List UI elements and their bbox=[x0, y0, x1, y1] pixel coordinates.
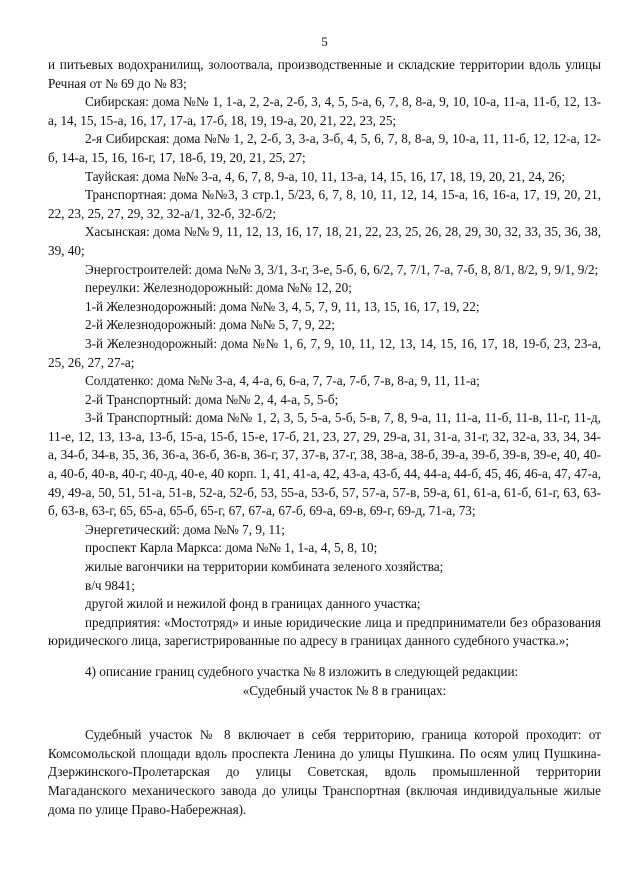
section-heading-line2: «Судебный участок № 8 в границах: bbox=[242, 682, 447, 698]
page-number: 5 bbox=[321, 34, 328, 49]
address-list bbox=[48, 56, 601, 651]
paragraph: Хасынская: дома №№ 9, 11, 12, 13, 16, 17, 18, 21, 22, 23, 25, 26, 28, 29, 30, 32, 33, 35, 36, 38, 39, 40; bbox=[48, 224, 601, 258]
paragraph: и питьевых водохранилищ, золоотвала, производственные и складские территории вдоль улицы Речная от № 69 до № 83; bbox=[48, 57, 601, 91]
paragraph: 1-й Железнодорожный: дома №№ 3, 4, 5, 7, 9, 11, 13, 15, 16, 17, 19, 22; bbox=[85, 298, 480, 314]
spacer bbox=[48, 700, 601, 726]
paragraph: 3-й Транспортный: дома №№ 1, 2, 3, 5, 5-а, 5-б, 5-в, 7, 8, 9-а, 11, 11-а, 11-б, 11-в, 11-г, 11-д, 11-е, 12, 13, 13-а, 13-б, 15-а, 15-б, 15-е, 17-б, 21, 23, 27, 29, 29-а, 31, 31-а, 31-г, 32, 32-а, 33, 34, 34-а, 34-б, 34-в, 35, 36, 36-а, 36-б, 36-в, 36-г, 37, 37-в, 37-г, 38, 38-а, 38-б, 39-а, 39-б, 39-в, 39-е, 40, 40-а, 40-б, 40-в, 40-г, 40-д, 40-е, 40 корп. 1, 41, 41-а, 42, 43-а, 43-б, 44, 44-а, 44-б, 45, 46, 46-а, 47, 47-а, 49, 49-а, 50, 51, 51-а, 51-в, 52-а, 52-б, 53, 55-а, 53-б, 57, 57-а, 57-в, 59-а, 61, 61-а, 61-б, 61-г, 63, 63-б, 63-в, 63-г, 65, 65-а, 65-б, 65-г, 67, 67-а, 67-б, 69-а, 69-в, 69-г, 69-д, 71-а, 73; bbox=[48, 410, 601, 519]
paragraph: другой жилой и нежилой фонд в границах данного участка; bbox=[85, 596, 421, 612]
paragraph: переулки: Железнодорожный: дома №№ 12, 20; bbox=[85, 280, 352, 296]
boundary-description bbox=[48, 726, 601, 819]
paragraph: Солдатенко: дома №№ 3-а, 4, 4-а, 6, 6-а, 7, 7-а, 7-б, 7-в, 8-а, 9, 11, 11-а; bbox=[85, 373, 480, 389]
paragraph: 2-я Сибирская: дома №№ 1, 2, 2-б, 3, 3-а, 3-б, 4, 5, 6, 7, 8, 8-а, 9, 10-а, 11, 11-б, 12, 12-а, 12-б, 14-а, 15, 16, 16-г, 17, 18-б, 19, 20, 21, 25, 27; bbox=[48, 131, 601, 165]
paragraph: Сибирская: дома №№ 1, 1-а, 2, 2-а, 2-б, 3, 4, 5, 5-а, 6, 7, 8, 8-а, 9, 10, 10-а, 11-а, 11-б, 12, 13-а, 14, 15, 15-а, 16, 17, 17-а, 17-б, 18, 19, 19-а, 20, 21, 22, 23, 25; bbox=[48, 94, 601, 128]
paragraph: Судебный участок № 8 включает в себя территорию, граница которой проходит: от Комсомольской площади вдоль проспекта Ленина до улицы Пушкина. По осям улиц Пушкина-Дзержинского-Пролетарская до улицы Советская, вдоль промышленной территории Магаданского механического завода до улицы Транспортная (включая индивидуальные жилые дома по улице Право-Набережная). bbox=[48, 727, 601, 817]
paragraph: Транспортная: дома №№3, 3 стр.1, 5/23, 6, 7, 8, 10, 11, 12, 14, 15-а, 16, 16-а, 17, 19, 20, 21, 22, 23, 25, 27, 29, 32, 32-а/1, 32-б, 32-б/2; bbox=[48, 187, 601, 221]
paragraph: Тауйская: дома №№ 3-а, 4, 6, 7, 8, 9-а, 10, 11, 13-а, 14, 15, 16, 17, 18, 19, 20, 21, 24, 26; bbox=[85, 168, 566, 184]
paragraph: 2-й Железнодорожный: дома №№ 5, 7, 9, 22; bbox=[85, 317, 335, 333]
paragraph: в/ч 9841; bbox=[85, 577, 135, 593]
paragraph: 2-й Транспортный: дома №№ 2, 4, 4-а, 5, 5-б; bbox=[85, 391, 339, 407]
section-heading-line1: 4) описание границ судебного участка № 8 изложить в следующей редакции: bbox=[85, 664, 519, 679]
paragraph: Энергостроителей: дома №№ 3, 3/1, 3-г, 3-е, 5-б, 6, 6/2, 7, 7/1, 7-а, 7-б, 8, 8/1, 8/2, 9, 9/1, 9/2; bbox=[85, 261, 599, 277]
paragraph: жилые вагончики на территории комбината зеленого хозяйства; bbox=[85, 559, 444, 575]
paragraph: предприятия: «Мостотряд» и иные юридические лица и предприниматели без образования юридического лица, зарегистрированные по адресу в границах данного судебного участка.»; bbox=[48, 614, 601, 649]
paragraph: проспект Карла Маркса: дома №№ 1, 1-а, 4, 5, 8, 10; bbox=[85, 540, 378, 556]
paragraph: Энергетический: дома №№ 7, 9, 11; bbox=[85, 521, 285, 537]
paragraph: 3-й Железнодорожный: дома №№ 1, 6, 7, 9, 10, 11, 12, 13, 14, 15, 16, 17, 18, 19-б, 23, 23-а, 25, 26, 27, 27-а; bbox=[48, 335, 601, 370]
section-heading bbox=[48, 663, 601, 700]
